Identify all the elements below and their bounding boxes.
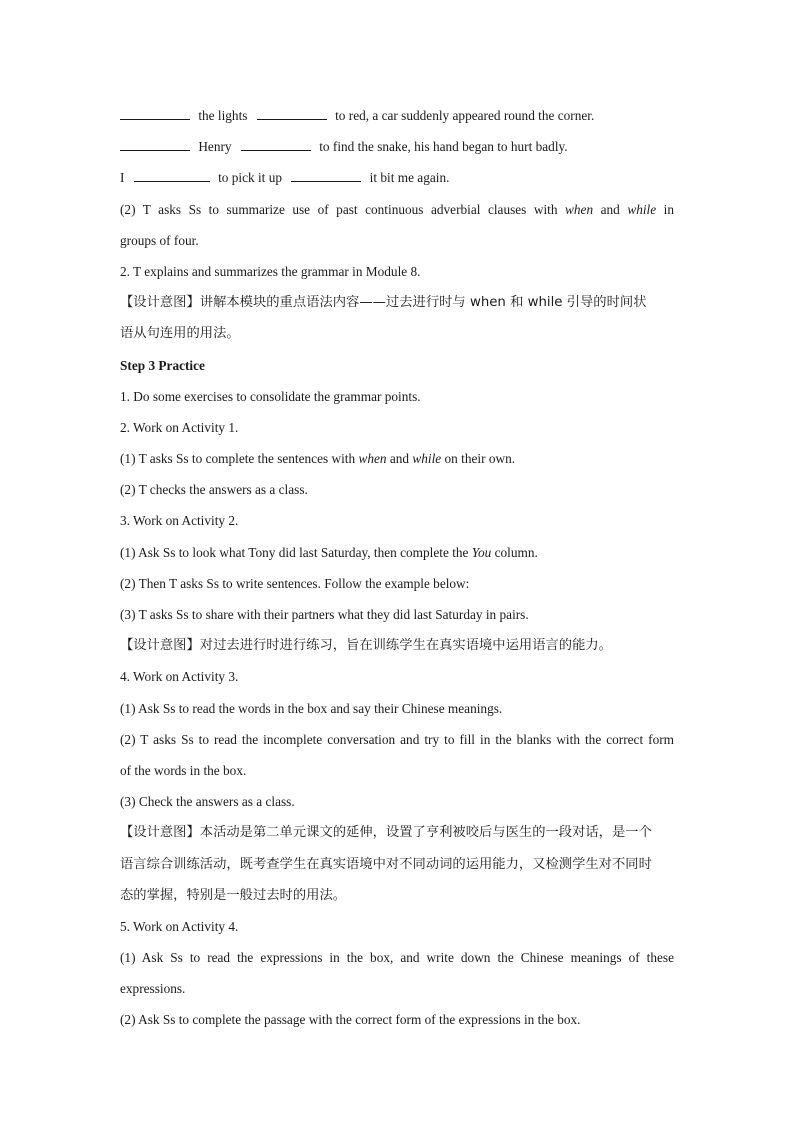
answer-blank[interactable] bbox=[134, 180, 210, 182]
answer-blank[interactable] bbox=[291, 180, 361, 182]
step3-item: (3) T asks Ss to share with their partners what they did last Saturday in pairs. bbox=[120, 607, 529, 622]
keyword-while: while bbox=[627, 201, 657, 217]
design-intent-3-line-1: 【设计意图】本活动是第二单元课文的延伸，设置了亨利被咬后与医生的一段对话，是一个 bbox=[120, 825, 652, 841]
step2-explains: 2. T explains and summarizes the grammar in Module 8. bbox=[120, 263, 421, 279]
step3-item: (1) Ask Ss to read the expressions in the box, and write down the Chinese meanings of these bbox=[120, 950, 674, 966]
step3-heading: Step 3 Practice bbox=[120, 357, 205, 373]
step3-item: 5. Work on Activity 4. bbox=[120, 918, 239, 934]
step3-item: (2) Ask Ss to complete the passage with the correct form of the expressions in the box. bbox=[120, 1012, 581, 1028]
step3-item bbox=[120, 443, 674, 474]
step3-item: 3. Work on Activity 2. bbox=[120, 513, 239, 529]
sentence-text: I bbox=[120, 170, 125, 186]
step3-item: (2) T checks the answers as a class. bbox=[120, 482, 308, 498]
fill-in-sentence-3 bbox=[120, 162, 674, 193]
step3-item: (3) Check the answers as a class. bbox=[120, 794, 295, 810]
answer-blank[interactable] bbox=[120, 149, 190, 151]
step2-summarize-line-1 bbox=[120, 194, 674, 225]
step2-summarize-line-2: groups of four. bbox=[120, 232, 199, 248]
design-intent-1-line-2: 语从句连用的用法。 bbox=[120, 326, 240, 342]
keyword-when: when bbox=[358, 451, 387, 467]
step3-item: 4. Work on Activity 3. bbox=[120, 669, 239, 685]
answer-blank[interactable] bbox=[241, 149, 311, 151]
design-intent-3-line-3: 态的掌握，特别是一般过去时的用法。 bbox=[120, 887, 347, 903]
body-text: and bbox=[389, 451, 410, 467]
document-body bbox=[120, 100, 674, 1036]
design-intent-2: 【设计意图】对过去进行时进行练习，旨在训练学生在真实语境中运用语言的能力。 bbox=[120, 638, 612, 654]
step3-item: 2. Work on Activity 1. bbox=[120, 419, 239, 435]
body-text: and bbox=[600, 201, 620, 217]
design-intent-3-line-2: 语言综合训练活动，既考查学生在真实语境中对不同动词的运用能力，又检测学生对不同时 bbox=[120, 856, 652, 872]
sentence-text: to pick it up bbox=[218, 170, 282, 186]
body-text: (2) T asks Ss to summarize use of past continuous adverbial clauses with bbox=[120, 201, 558, 217]
step3-item: 1. Do some exercises to consolidate the grammar points. bbox=[120, 388, 421, 404]
body-text: (1) T asks Ss to complete the sentences with bbox=[120, 451, 356, 467]
sentence-text: to red, a car suddenly appeared round the corner. bbox=[335, 108, 595, 123]
sentence-text: to find the snake, his hand began to hurt badly. bbox=[319, 139, 568, 155]
keyword-when: when bbox=[565, 201, 594, 217]
step3-item: expressions. bbox=[120, 981, 186, 997]
body-text: on their own. bbox=[444, 451, 516, 467]
body-text: in bbox=[663, 201, 674, 217]
step3-item bbox=[120, 537, 674, 568]
keyword-you: You bbox=[471, 544, 492, 560]
answer-blank[interactable] bbox=[257, 118, 327, 120]
sentence-text: Henry bbox=[198, 139, 232, 155]
step3-item: of the words in the box. bbox=[120, 762, 247, 778]
body-text: column. bbox=[494, 544, 538, 560]
step3-item: (1) Ask Ss to read the words in the box and say their Chinese meanings. bbox=[120, 700, 503, 716]
sentence-text: the lights bbox=[198, 108, 248, 123]
design-intent-1-line-1: 【设计意图】讲解本模块的重点语法内容——过去进行时与 when 和 while 引导的时间状 bbox=[120, 295, 647, 311]
step3-item: (2) T asks Ss to read the incomplete conversation and try to fill in the blanks with the correct form bbox=[120, 731, 674, 747]
body-text: (1) Ask Ss to look what Tony did last Saturday, then complete the bbox=[120, 544, 469, 560]
step3-item: (2) Then T asks Ss to write sentences. Follow the example below: bbox=[120, 575, 470, 591]
sentence-text: it bit me again. bbox=[369, 170, 450, 186]
fill-in-sentence-2 bbox=[120, 131, 674, 162]
fill-in-sentence-1 bbox=[120, 100, 674, 131]
keyword-while: while bbox=[412, 451, 442, 467]
answer-blank[interactable] bbox=[120, 118, 190, 120]
